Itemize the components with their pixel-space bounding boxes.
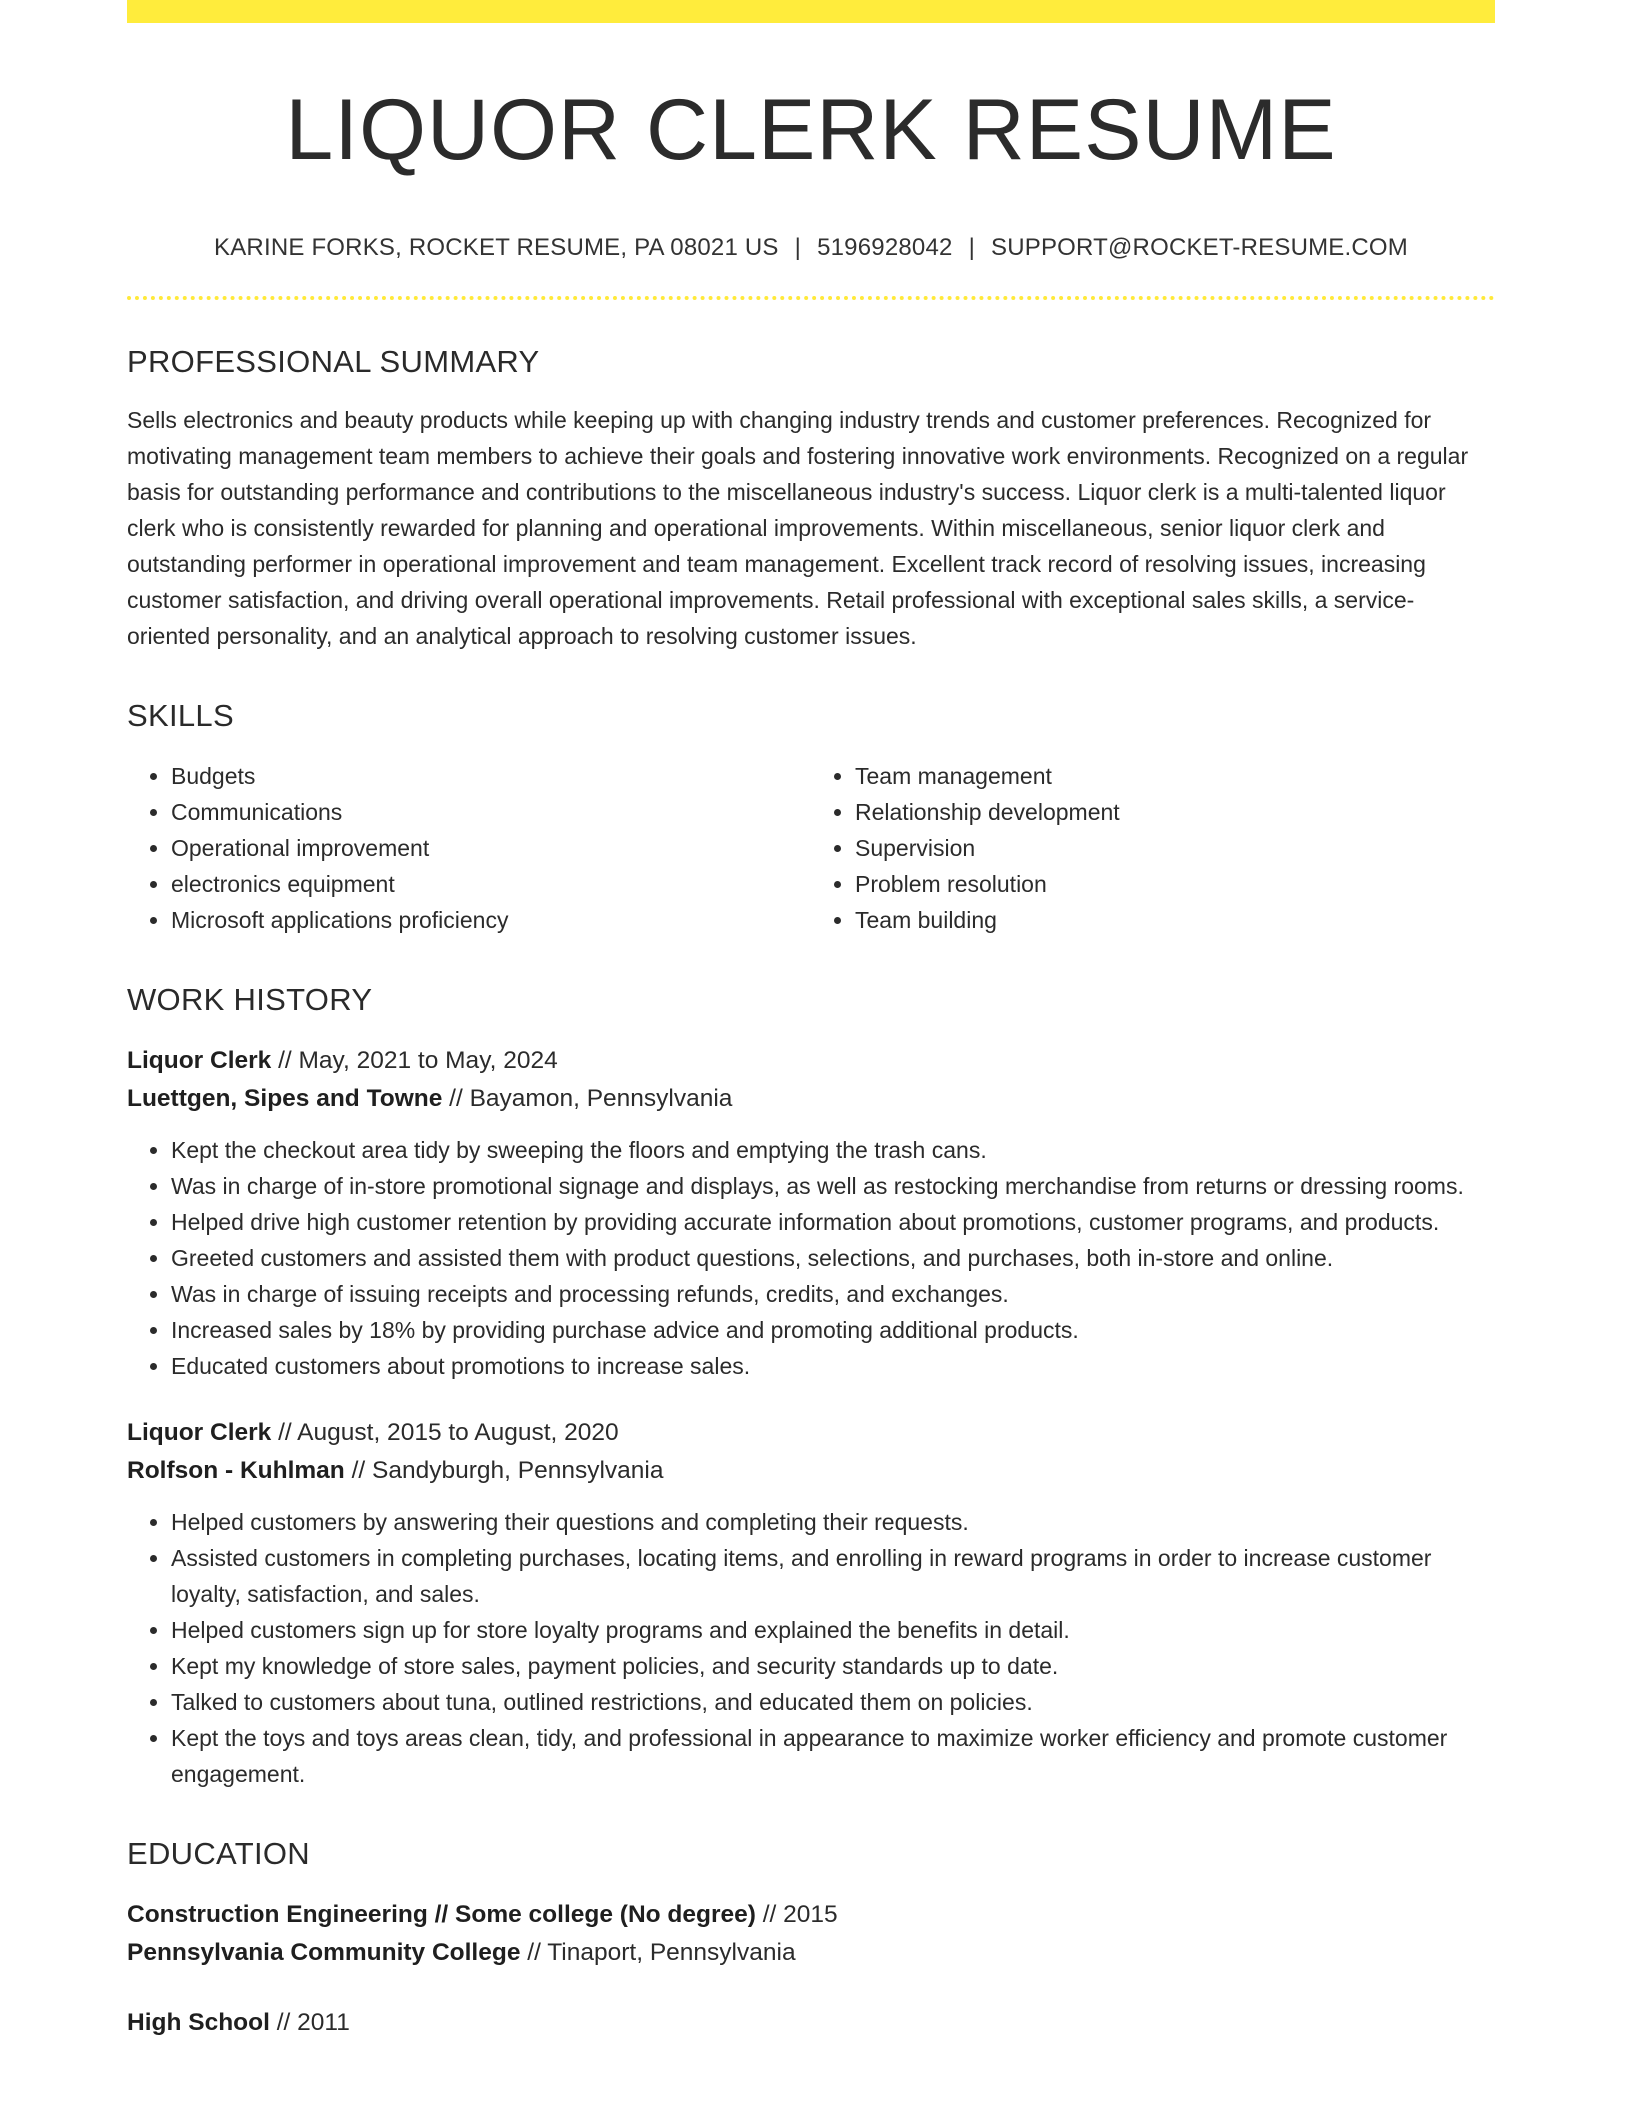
education-year: // 2015 <box>755 1901 838 1928</box>
resume-content <box>127 80 1495 2042</box>
job-bullet: • Was in charge of in-store promotional signage and displays, as well as restocking merchandise from returns or dressing rooms. <box>171 1168 1495 1204</box>
skills-heading: SKILLS <box>127 698 234 733</box>
education-entry <box>127 1896 1495 1972</box>
job-company: Rolfson - Kuhlman <box>127 1457 345 1484</box>
job-bullet: • Increased sales by 18% by providing purchase advice and promoting additional products. <box>171 1312 1495 1348</box>
skill-item: • electronics equipment <box>171 866 811 902</box>
skill-item: • Operational improvement <box>171 830 811 866</box>
summary-heading: PROFESSIONAL SUMMARY <box>127 344 540 379</box>
job-title: Liquor Clerk <box>127 1419 272 1446</box>
skills-list <box>127 758 1495 938</box>
job-bullet: • Educated customers about promotions to increase sales. <box>171 1348 1495 1384</box>
skill-item: • Supervision <box>855 830 1495 866</box>
education-degree-line <box>127 2004 1495 2042</box>
skill-item: • Microsoft applications proficiency <box>171 902 811 938</box>
skill-item: • Team management <box>855 758 1495 794</box>
education-school: Pennsylvania Community College <box>127 1939 521 1966</box>
education-entry <box>127 2004 1495 2042</box>
job-entry <box>127 1414 1495 1490</box>
job-location: // Bayamon, Pennsylvania <box>442 1085 733 1112</box>
skill-item: • Communications <box>171 794 811 830</box>
education-location: // Tinaport, Pennsylvania <box>520 1939 796 1966</box>
job-bullet: • Was in charge of issuing receipts and processing refunds, credits, and exchanges. <box>171 1276 1495 1312</box>
summary-text: Sells electronics and beauty products while keeping up with changing industry trends and customer preferences. Recognized for motivating management team members to achieve their goals and fostering innovative work environments. Recognized on a regular basis for outstanding performance and contributions to the miscellaneous industry's success. Liquor clerk is a multi-talented liquor clerk who is consistently rewarded for planning and operational improvements. Within miscellaneous, senior liquor clerk and outstanding performer in operational improvement and team management. Excellent track record of resolving issues, increasing customer satisfaction, and driving overall operational improvements. Retail professional with exceptional sales skills, a service-oriented personality, and an analytical approach to resolving customer issues. <box>127 407 1469 649</box>
job-title-line <box>127 1414 1495 1452</box>
job-dates: // August, 2015 to August, 2020 <box>271 1419 619 1446</box>
job-title-line <box>127 1042 1495 1080</box>
job-bullet: • Kept the checkout area tidy by sweeping the floors and emptying the trash cans. <box>171 1132 1495 1168</box>
job-bullet: • Greeted customers and assisted them with product questions, selections, and purchases, both in-store and online. <box>171 1240 1495 1276</box>
education-year: // 2011 <box>269 2009 350 2036</box>
spacer <box>127 1384 1495 1414</box>
contact-line <box>127 232 1495 264</box>
skill-item: • Relationship development <box>855 794 1495 830</box>
job-company-line <box>127 1080 1495 1118</box>
skills-column-left <box>127 758 811 938</box>
job-bullet: • Helped customers sign up for store loyalty programs and explained the benefits in detail. <box>171 1612 1495 1648</box>
contact-separator: | <box>968 234 975 261</box>
contact-phone: 5196928042 <box>817 234 953 261</box>
job-location: // Sandyburgh, Pennsylvania <box>344 1457 664 1484</box>
job-bullet: • Helped customers by answering their questions and completing their requests. <box>171 1504 1495 1540</box>
job-bullet: • Kept my knowledge of store sales, payment policies, and security standards up to date. <box>171 1648 1495 1684</box>
education-degree: High School <box>127 2009 270 2036</box>
skill-item: • Problem resolution <box>855 866 1495 902</box>
education-school-line <box>127 1934 1495 1972</box>
contact-email: SUPPORT@ROCKET-RESUME.COM <box>991 234 1408 261</box>
job-bullet: • Talked to customers about tuna, outlined restrictions, and educated them on policies. <box>171 1684 1495 1720</box>
job-bullet: • Assisted customers in completing purchases, locating items, and enrolling in reward programs in order to increase customer loyalty, satisfaction, and sales. <box>171 1540 1495 1612</box>
education-degree-line <box>127 1896 1495 1934</box>
contact-address: KARINE FORKS, ROCKET RESUME, PA 08021 US <box>214 234 779 261</box>
job-entry <box>127 1042 1495 1118</box>
dotted-divider <box>127 296 1495 300</box>
job-bullets <box>127 1504 1495 1792</box>
resume-title: LIQUOR CLERK RESUME <box>285 82 1337 178</box>
skill-item: • Budgets <box>171 758 811 794</box>
skill-item: • Team building <box>855 902 1495 938</box>
job-company: Luettgen, Sipes and Towne <box>127 1085 443 1112</box>
contact-separator: | <box>794 234 802 261</box>
education-degree: Construction Engineering // Some college (No degree) <box>127 1901 756 1928</box>
skills-column-right <box>811 758 1495 938</box>
job-dates: // May, 2021 to May, 2024 <box>271 1047 558 1074</box>
spacer <box>127 1972 1495 2004</box>
job-title: Liquor Clerk <box>127 1047 272 1074</box>
accent-top-bar <box>127 0 1495 23</box>
job-bullets <box>127 1132 1495 1384</box>
job-bullet: • Helped drive high customer retention by providing accurate information about promotions, customer programs, and products. <box>171 1204 1495 1240</box>
job-bullet: • Kept the toys and toys areas clean, tidy, and professional in appearance to maximize worker efficiency and promote customer engagement. <box>171 1720 1495 1792</box>
job-company-line <box>127 1452 1495 1490</box>
work-history-heading: WORK HISTORY <box>127 982 373 1017</box>
education-heading: EDUCATION <box>127 1836 310 1871</box>
